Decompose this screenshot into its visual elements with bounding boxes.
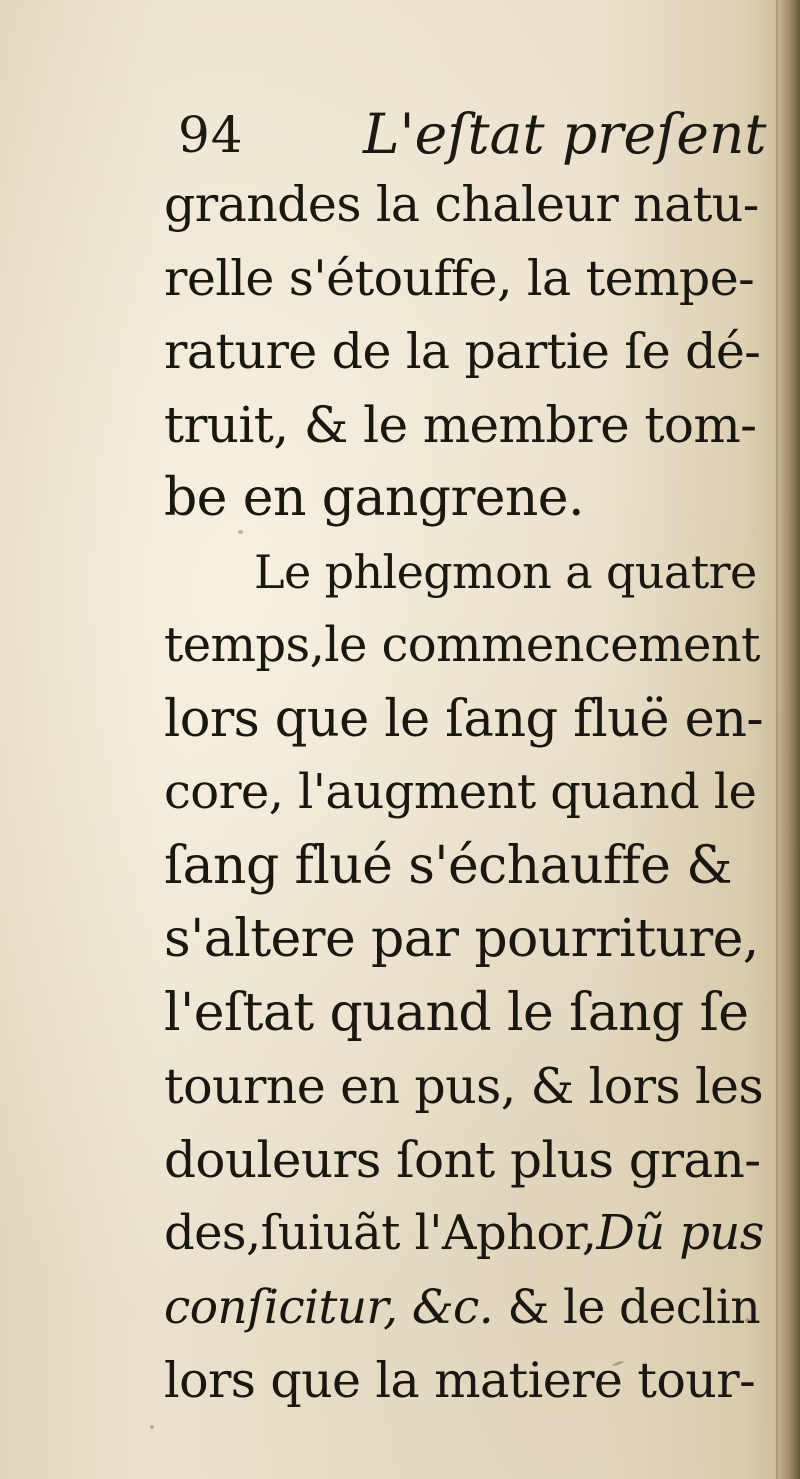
- page-number: 94: [178, 106, 244, 164]
- text-line: [164, 1271, 764, 1345]
- text-line: [164, 1050, 764, 1124]
- text-segment: tourne en pus, & lors les: [164, 1058, 763, 1115]
- text-segment: s'altere par pourriture,: [164, 909, 759, 969]
- italic-text-segment: &c.: [397, 1279, 494, 1335]
- text-line: [164, 462, 764, 536]
- text-segment: lors que la matiere tour-: [164, 1352, 756, 1409]
- text-line: [164, 389, 764, 463]
- ink-speck: [150, 1425, 154, 1429]
- text-segment: lors que le ſang fluë en-: [164, 689, 764, 749]
- text-line: [164, 609, 764, 683]
- text-line: [164, 1124, 764, 1198]
- text-line: [164, 536, 764, 610]
- page-gutter-shadow: [774, 0, 800, 1479]
- page-header: [178, 98, 767, 168]
- text-segment: rature de la partie ſe dé-: [164, 323, 761, 380]
- text-segment: temps,le commencement: [164, 617, 760, 673]
- text-segment: relle s'étouffe, la tempe-: [164, 249, 755, 307]
- text-segment: des,ſuiuãt l'Aphor,: [164, 1205, 597, 1261]
- text-line: [164, 903, 764, 977]
- text-segment: be en gangrene.: [164, 468, 584, 528]
- text-segment: douleurs ſont plus gran-: [164, 1130, 761, 1189]
- text-segment: Le phlegmon a quatre: [254, 544, 757, 599]
- text-line: [164, 756, 764, 830]
- text-line: [164, 1197, 764, 1271]
- text-segment: & le declin: [493, 1279, 760, 1335]
- text-segment: truit, & le membre tom-: [164, 395, 757, 454]
- text-segment: l'eſtat quand le ſang ſe: [164, 982, 749, 1043]
- text-line: [164, 315, 764, 389]
- text-line: [164, 683, 764, 757]
- italic-text-segment: Dũ pus: [596, 1205, 764, 1261]
- running-head: L'eſtat preſent: [363, 102, 767, 166]
- italic-text-segment: conſicitur,: [164, 1279, 398, 1335]
- text-segment: grandes la chaleur natu-: [164, 176, 759, 233]
- text-line: [164, 977, 764, 1051]
- text-line: [164, 242, 764, 316]
- text-line: [164, 830, 764, 904]
- text-segment: core, l'augment quand le: [164, 764, 757, 820]
- body-text: [164, 168, 764, 1418]
- text-line: [164, 168, 764, 242]
- text-line: [164, 1344, 764, 1418]
- text-segment: ſang flué s'échauffe &: [164, 835, 732, 896]
